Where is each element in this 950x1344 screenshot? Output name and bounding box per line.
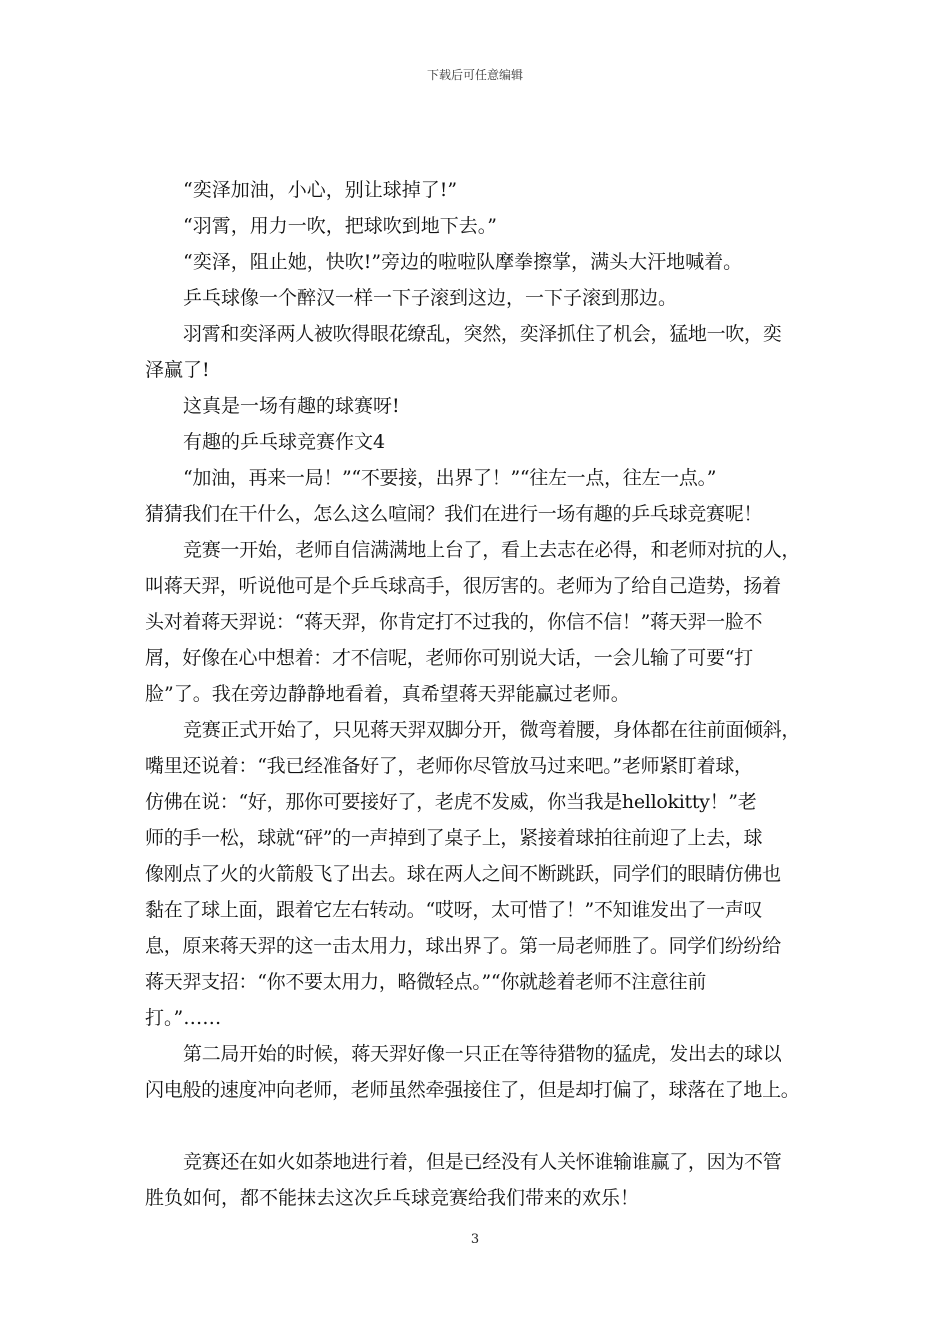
paragraph-line: “奕泽，阻止她，快吹!”旁边的啦啦队摩拳擦掌，满头大汗地喊着。 (183, 251, 743, 273)
paragraph-line: 闪电般的速度冲向老师，老师虽然牵强接住了，但是却打偏了，球落在了地上。 (145, 1079, 800, 1101)
paragraph-line: 胜负如何，都不能抹去这次乒乓球竞赛给我们带来的欢乐！ (145, 1187, 640, 1209)
document-body (145, 172, 809, 1216)
paragraph-line: 息，原来蒋天羿的这一击太用力，球出界了。第一局老师胜了。同学们纷纷给 (145, 935, 781, 957)
paragraph-line: 竞赛一开始，老师自信满满地上台了，看上去志在必得，和老师对抗的人， (183, 539, 801, 561)
paragraph-line: “加油，再来一局！”“不要接，出界了！”“往左一点，往左一点。” (183, 467, 717, 489)
paragraph-line: 脸”了。我在旁边静静地看着，真希望蒋天羿能赢过老师。 (145, 683, 630, 705)
paragraph-line: 乒乓球像一个醉汉一样一下子滚到这边，一下子滚到那边。 (183, 287, 678, 309)
page-header: 下载后可任意编辑 (426, 68, 523, 82)
paragraph-line: 师的手一松，球就“砰”的一声掉到了桌子上，紧接着球拍往前迎了上去，球 (145, 827, 763, 849)
paragraph-line: 黏在了球上面，跟着它左右转动。“哎呀，太可惜了！”不知谁发出了一声叹 (145, 899, 763, 921)
paragraph-line: 蒋天羿支招：“你不要太用力，略微轻点。”“你就趁着老师不注意往前 (145, 971, 707, 993)
paragraph-line: 猜猜我们在干什么，怎么这么喧闹？我们在进行一场有趣的乒乓球竞赛呢！ (145, 503, 763, 525)
section-title: 有趣的乒乓球竞赛作文4 (183, 431, 386, 453)
paragraph-line: 头对着蒋天羿说：“蒋天羿，你肯定打不过我的，你信不信！”蒋天羿一脸不 (145, 611, 763, 633)
paragraph-line: 这真是一场有趣的球赛呀! (183, 395, 400, 417)
paragraph-line: 打。”…… (145, 1007, 222, 1029)
paragraph-line: 第二局开始的时候，蒋天羿好像一只正在等待猎物的猛虎，发出去的球以 (183, 1043, 782, 1065)
paragraph-line: 叫蒋天羿，听说他可是个乒乓球高手，很厉害的。老师为了给自己造势，扬着 (145, 575, 781, 597)
paragraph-line: 竞赛还在如火如荼地进行着，但是已经没有人关怀谁输谁赢了，因为不管 (183, 1151, 782, 1173)
paragraph-line: 屑，好像在心中想着：才不信呢，老师你可别说大话，一会儿输了可要“打 (145, 647, 753, 669)
paragraph-line: 像刚点了火的火箭般飞了出去。球在两人之间不断跳跃，同学们的眼睛仿佛也 (145, 863, 781, 885)
paragraph-line: 羽霄和奕泽两人被吹得眼花缭乱，突然，奕泽抓住了机会，猛地一吹，奕 (183, 323, 782, 345)
paragraph-line: 嘴里还说着：“我已经准备好了，老师你尽管放马过来吧。”老师紧盯着球， (145, 755, 753, 777)
paragraph-spacer (145, 1108, 809, 1144)
paragraph-line: “羽霄，用力一吹，把球吹到地下去。” (183, 215, 497, 237)
page-number: 3 (470, 1232, 480, 1247)
paragraph-line: 仿佛在说：“好，那你可要接好了，老虎不发威，你当我是hellokitty！”老 (145, 791, 757, 813)
paragraph-line: 竞赛正式开始了，只见蒋天羿双脚分开，微弯着腰，身体都在往前面倾斜， (183, 719, 801, 741)
paragraph-line: 泽赢了! (145, 359, 210, 381)
paragraph-line: “奕泽加油，小心，别让球掉了!” (183, 179, 458, 201)
